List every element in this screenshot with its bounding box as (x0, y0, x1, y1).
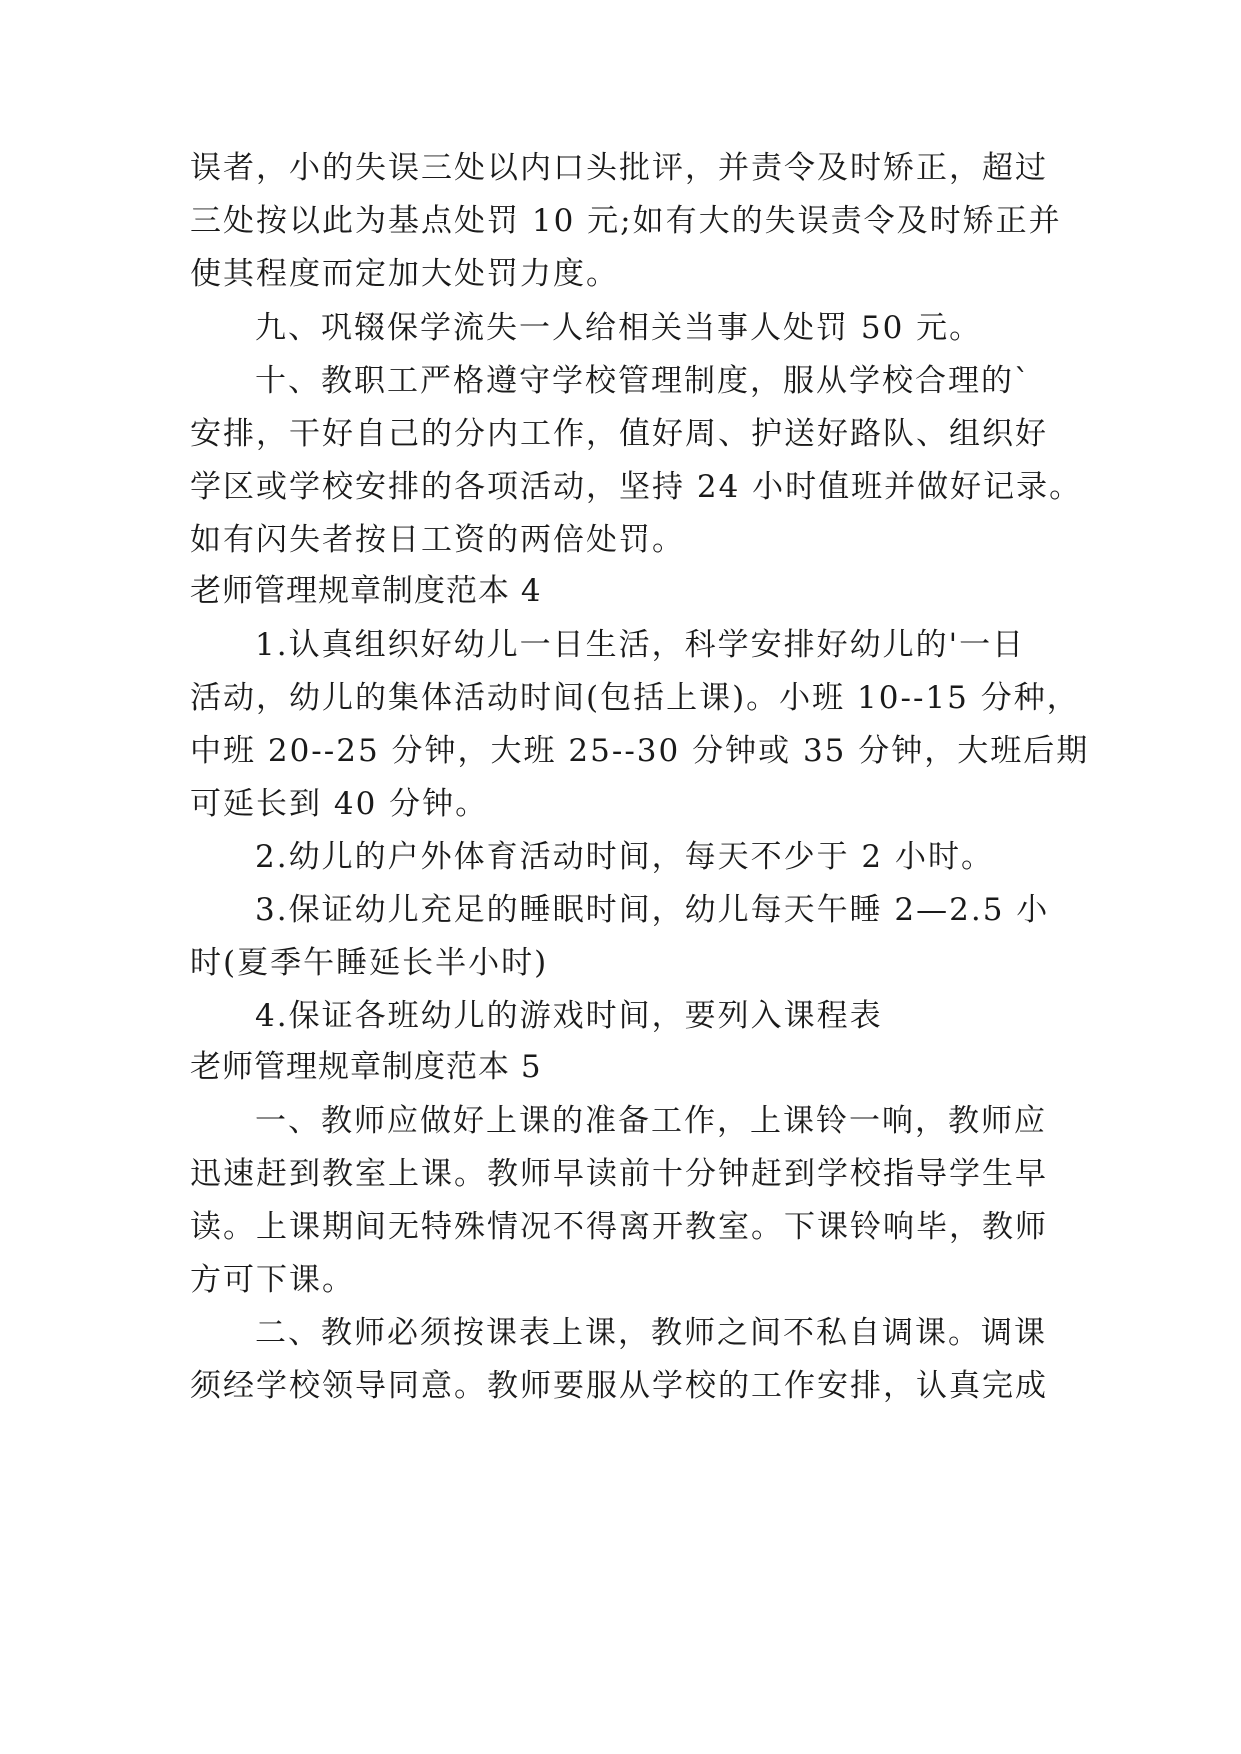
list-item-3: 3.保证幼儿充足的睡眠时间，幼儿每天午睡 2—2.5 小 (255, 892, 1050, 928)
body-text-line: 须经学校领导同意。教师要服从学校的工作安排，认真完成 (190, 1368, 1048, 1404)
body-text-line: 使其程度而定加大处罚力度。 (190, 256, 619, 292)
paragraph-nine: 九、巩辍保学流失一人给相关当事人处罚 50 元。 (255, 310, 983, 346)
body-text-line: 安排，干好自己的分内工作，值好周、护送好路队、组织好 (190, 416, 1048, 452)
list-item-1: 1.认真组织好幼儿一日生活，科学安排好幼儿的'一日 (255, 627, 1026, 663)
body-text-line: 可延长到 40 分钟。 (190, 786, 489, 822)
body-text-line: 学区或学校安排的各项活动，坚持 24 小时值班并做好记录。 (190, 469, 1083, 505)
body-text-line: 中班 20--25 分钟，大班 25--30 分钟或 35 分钟，大班后期 (190, 733, 1090, 769)
section-heading-4: 老师管理规章制度范本 4 (190, 573, 542, 609)
section-heading-5: 老师管理规章制度范本 5 (190, 1049, 542, 1085)
list-item-2: 2.幼儿的户外体育活动时间，每天不少于 2 小时。 (255, 839, 995, 875)
body-text-line: 如有闪失者按日工资的两倍处罚。 (190, 522, 685, 558)
list-item-4: 4.保证各班幼儿的游戏时间，要列入课程表 (255, 998, 883, 1034)
body-text-line: 时(夏季午睡延长半小时) (190, 945, 549, 981)
body-text-line: 三处按以此为基点处罚 10 元;如有大的失误责令及时矫正并 (190, 203, 1062, 239)
body-text-line: 误者，小的失误三处以内口头批评，并责令及时矫正，超过 (190, 150, 1048, 186)
body-text-line: 方可下课。 (190, 1262, 355, 1298)
paragraph-one: 一、教师应做好上课的准备工作，上课铃一响，教师应 (255, 1103, 1047, 1139)
body-text-line: 迅速赶到教室上课。教师早读前十分钟赶到学校指导学生早 (190, 1156, 1048, 1192)
paragraph-two: 二、教师必须按课表上课，教师之间不私自调课。调课 (255, 1315, 1047, 1351)
body-text-line: 读。上课期间无特殊情况不得离开教室。下课铃响毕，教师 (190, 1209, 1048, 1245)
paragraph-ten: 十、教职工严格遵守学校管理制度，服从学校合理的` (255, 363, 1032, 399)
body-text-line: 活动，幼儿的集体活动时间(包括上课)。小班 10--15 分种， (190, 680, 1080, 716)
